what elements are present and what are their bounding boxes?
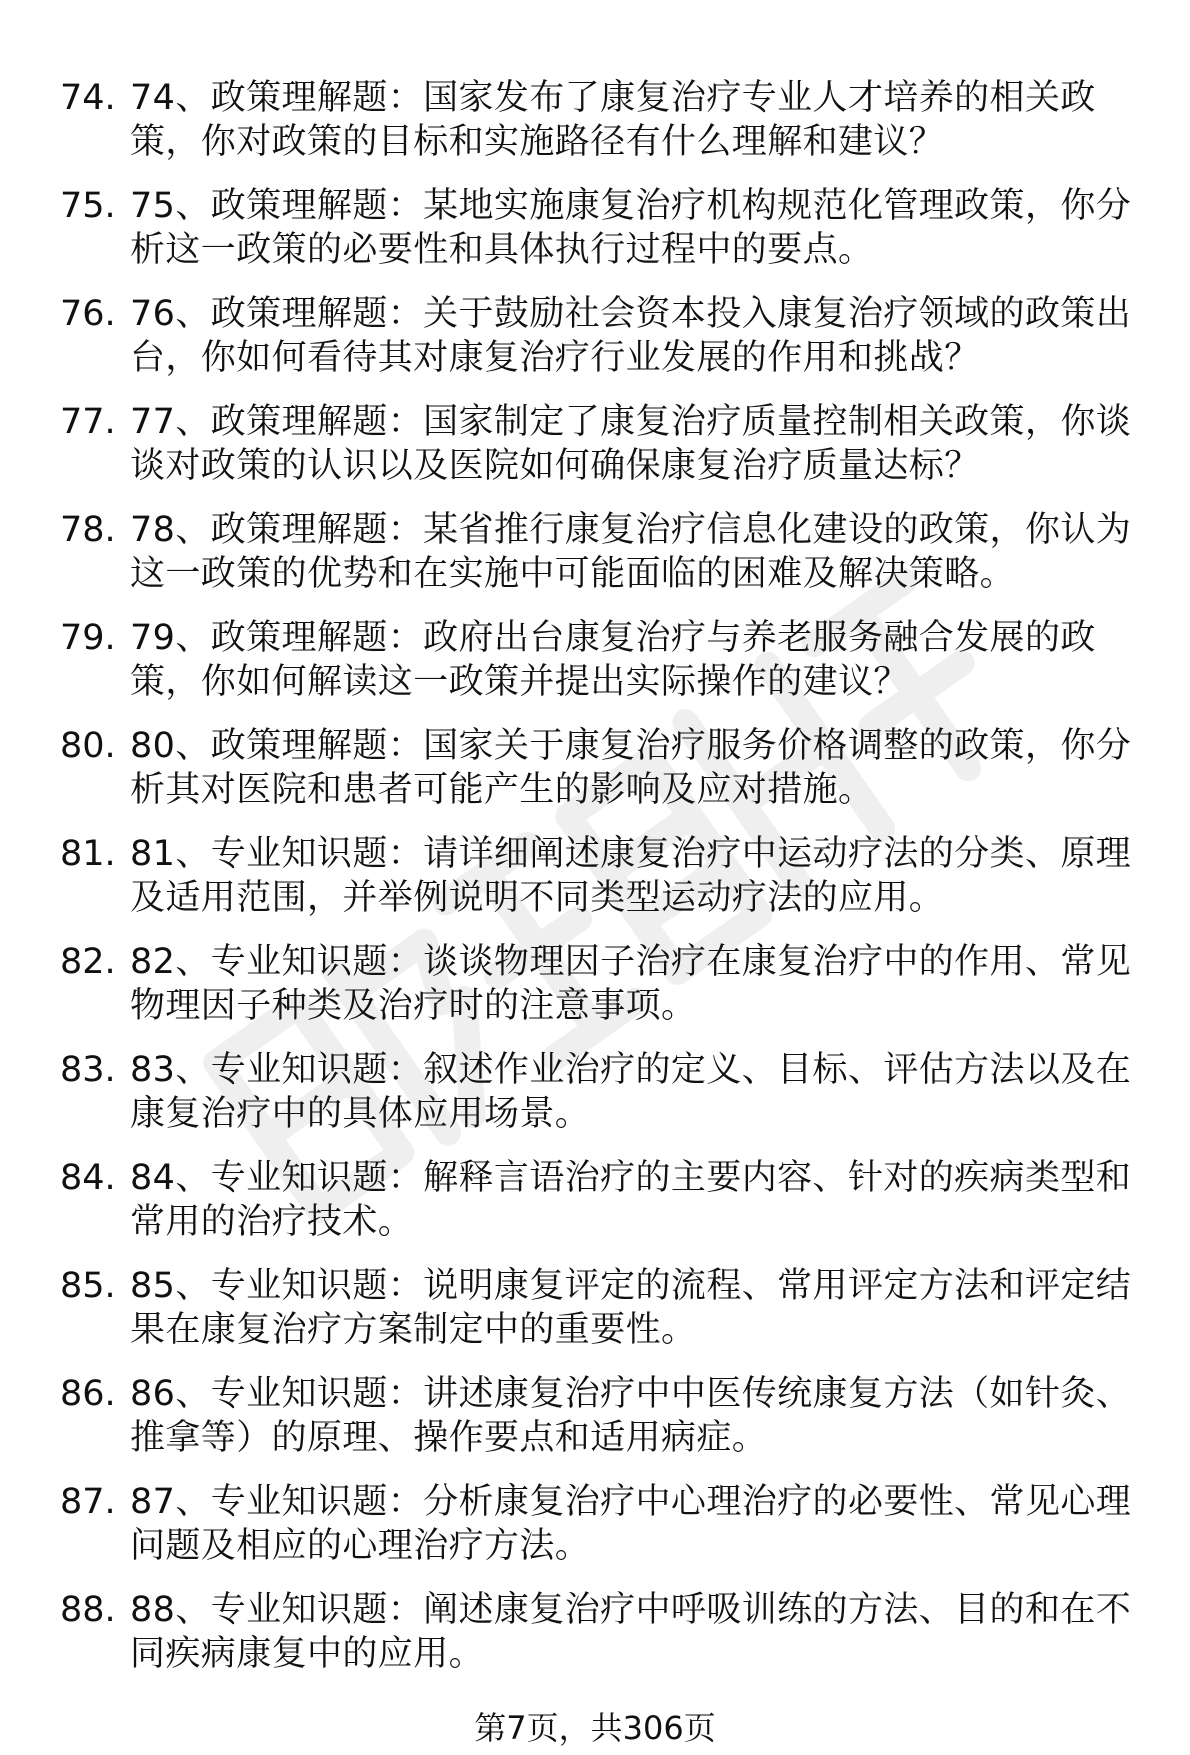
list-item [60, 1156, 1160, 1246]
list-item-number: 80. [60, 726, 116, 766]
list-item [60, 616, 1160, 706]
list-item-text: 87、专业知识题：分析康复治疗中心理治疗的必要性、常见心理问题及相应的心理治疗方法。 [130, 1482, 1132, 1566]
list-item [60, 1048, 1160, 1138]
list-item-text: 86、专业知识题：讲述康复治疗中中医传统康复方法（如针灸、推拿等）的原理、操作要点和适用病症。 [130, 1374, 1132, 1458]
list-item-number: 75. [60, 186, 116, 226]
list-item-text: 88、专业知识题：阐述康复治疗中呼吸训练的方法、目的和在不同疾病康复中的应用。 [130, 1590, 1132, 1674]
list-item [60, 292, 1160, 382]
list-item [60, 1372, 1160, 1462]
page-footer: 第7页，共306页 [474, 1709, 716, 1747]
list-item-text: 76、政策理解题：关于鼓励社会资本投入康复治疗领域的政策出台，你如何看待其对康复治疗行业发展的作用和挑战？ [130, 294, 1132, 378]
list-item-text: 83、专业知识题：叙述作业治疗的定义、目标、评估方法以及在康复治疗中的具体应用场景。 [130, 1050, 1132, 1134]
list-item-number: 83. [60, 1050, 116, 1090]
list-item [60, 832, 1160, 922]
list-item-number: 86. [60, 1374, 116, 1414]
list-item-text: 84、专业知识题：解释言语治疗的主要内容、针对的疾病类型和常用的治疗技术。 [130, 1158, 1132, 1242]
list-item-number: 87. [60, 1482, 116, 1522]
list-item [60, 1480, 1160, 1570]
list-item-number: 84. [60, 1158, 116, 1198]
list-item [60, 1588, 1160, 1678]
question-list [60, 76, 1160, 1696]
list-item-number: 77. [60, 402, 116, 442]
list-item [60, 508, 1160, 598]
list-item-text: 77、政策理解题：国家制定了康复治疗质量控制相关政策，你谈谈对政策的认识以及医院如何确保康复治疗质量达标？ [130, 402, 1132, 486]
list-item [60, 940, 1160, 1030]
list-item-text: 80、政策理解题：国家关于康复治疗服务价格调整的政策，你分析其对医院和患者可能产生的影响及应对措施。 [130, 726, 1132, 810]
list-item-number: 76. [60, 294, 116, 334]
list-item [60, 184, 1160, 274]
list-item [60, 76, 1160, 166]
list-item-text: 85、专业知识题：说明康复评定的流程、常用评定方法和评定结果在康复治疗方案制定中的重要性。 [130, 1266, 1132, 1350]
list-item-text: 81、专业知识题：请详细阐述康复治疗中运动疗法的分类、原理及适用范围，并举例说明不同类型运动疗法的应用。 [130, 834, 1132, 918]
list-item-number: 79. [60, 618, 116, 658]
list-item-number: 74. [60, 78, 116, 118]
list-item [60, 724, 1160, 814]
list-item-text: 75、政策理解题：某地实施康复治疗机构规范化管理政策，你分析这一政策的必要性和具体执行过程中的要点。 [130, 186, 1132, 270]
list-item [60, 400, 1160, 490]
list-item-text: 82、专业知识题：谈谈物理因子治疗在康复治疗中的作用、常见物理因子种类及治疗时的注意事项。 [130, 942, 1132, 1026]
list-item-number: 78. [60, 510, 116, 550]
list-item-number: 82. [60, 942, 116, 982]
list-item [60, 1264, 1160, 1354]
list-item-text: 78、政策理解题：某省推行康复治疗信息化建设的政策，你认为这一政策的优势和在实施中可能面临的困难及解决策略。 [130, 510, 1132, 594]
list-item-number: 81. [60, 834, 116, 874]
list-item-text: 79、政策理解题：政府出台康复治疗与养老服务融合发展的政策，你如何解读这一政策并提出实际操作的建议？ [130, 618, 1096, 702]
list-item-number: 88. [60, 1590, 116, 1630]
list-item-text: 74、政策理解题：国家发布了康复治疗专业人才培养的相关政策，你对政策的目标和实施路径有什么理解和建议？ [130, 78, 1096, 162]
list-item-number: 85. [60, 1266, 116, 1306]
